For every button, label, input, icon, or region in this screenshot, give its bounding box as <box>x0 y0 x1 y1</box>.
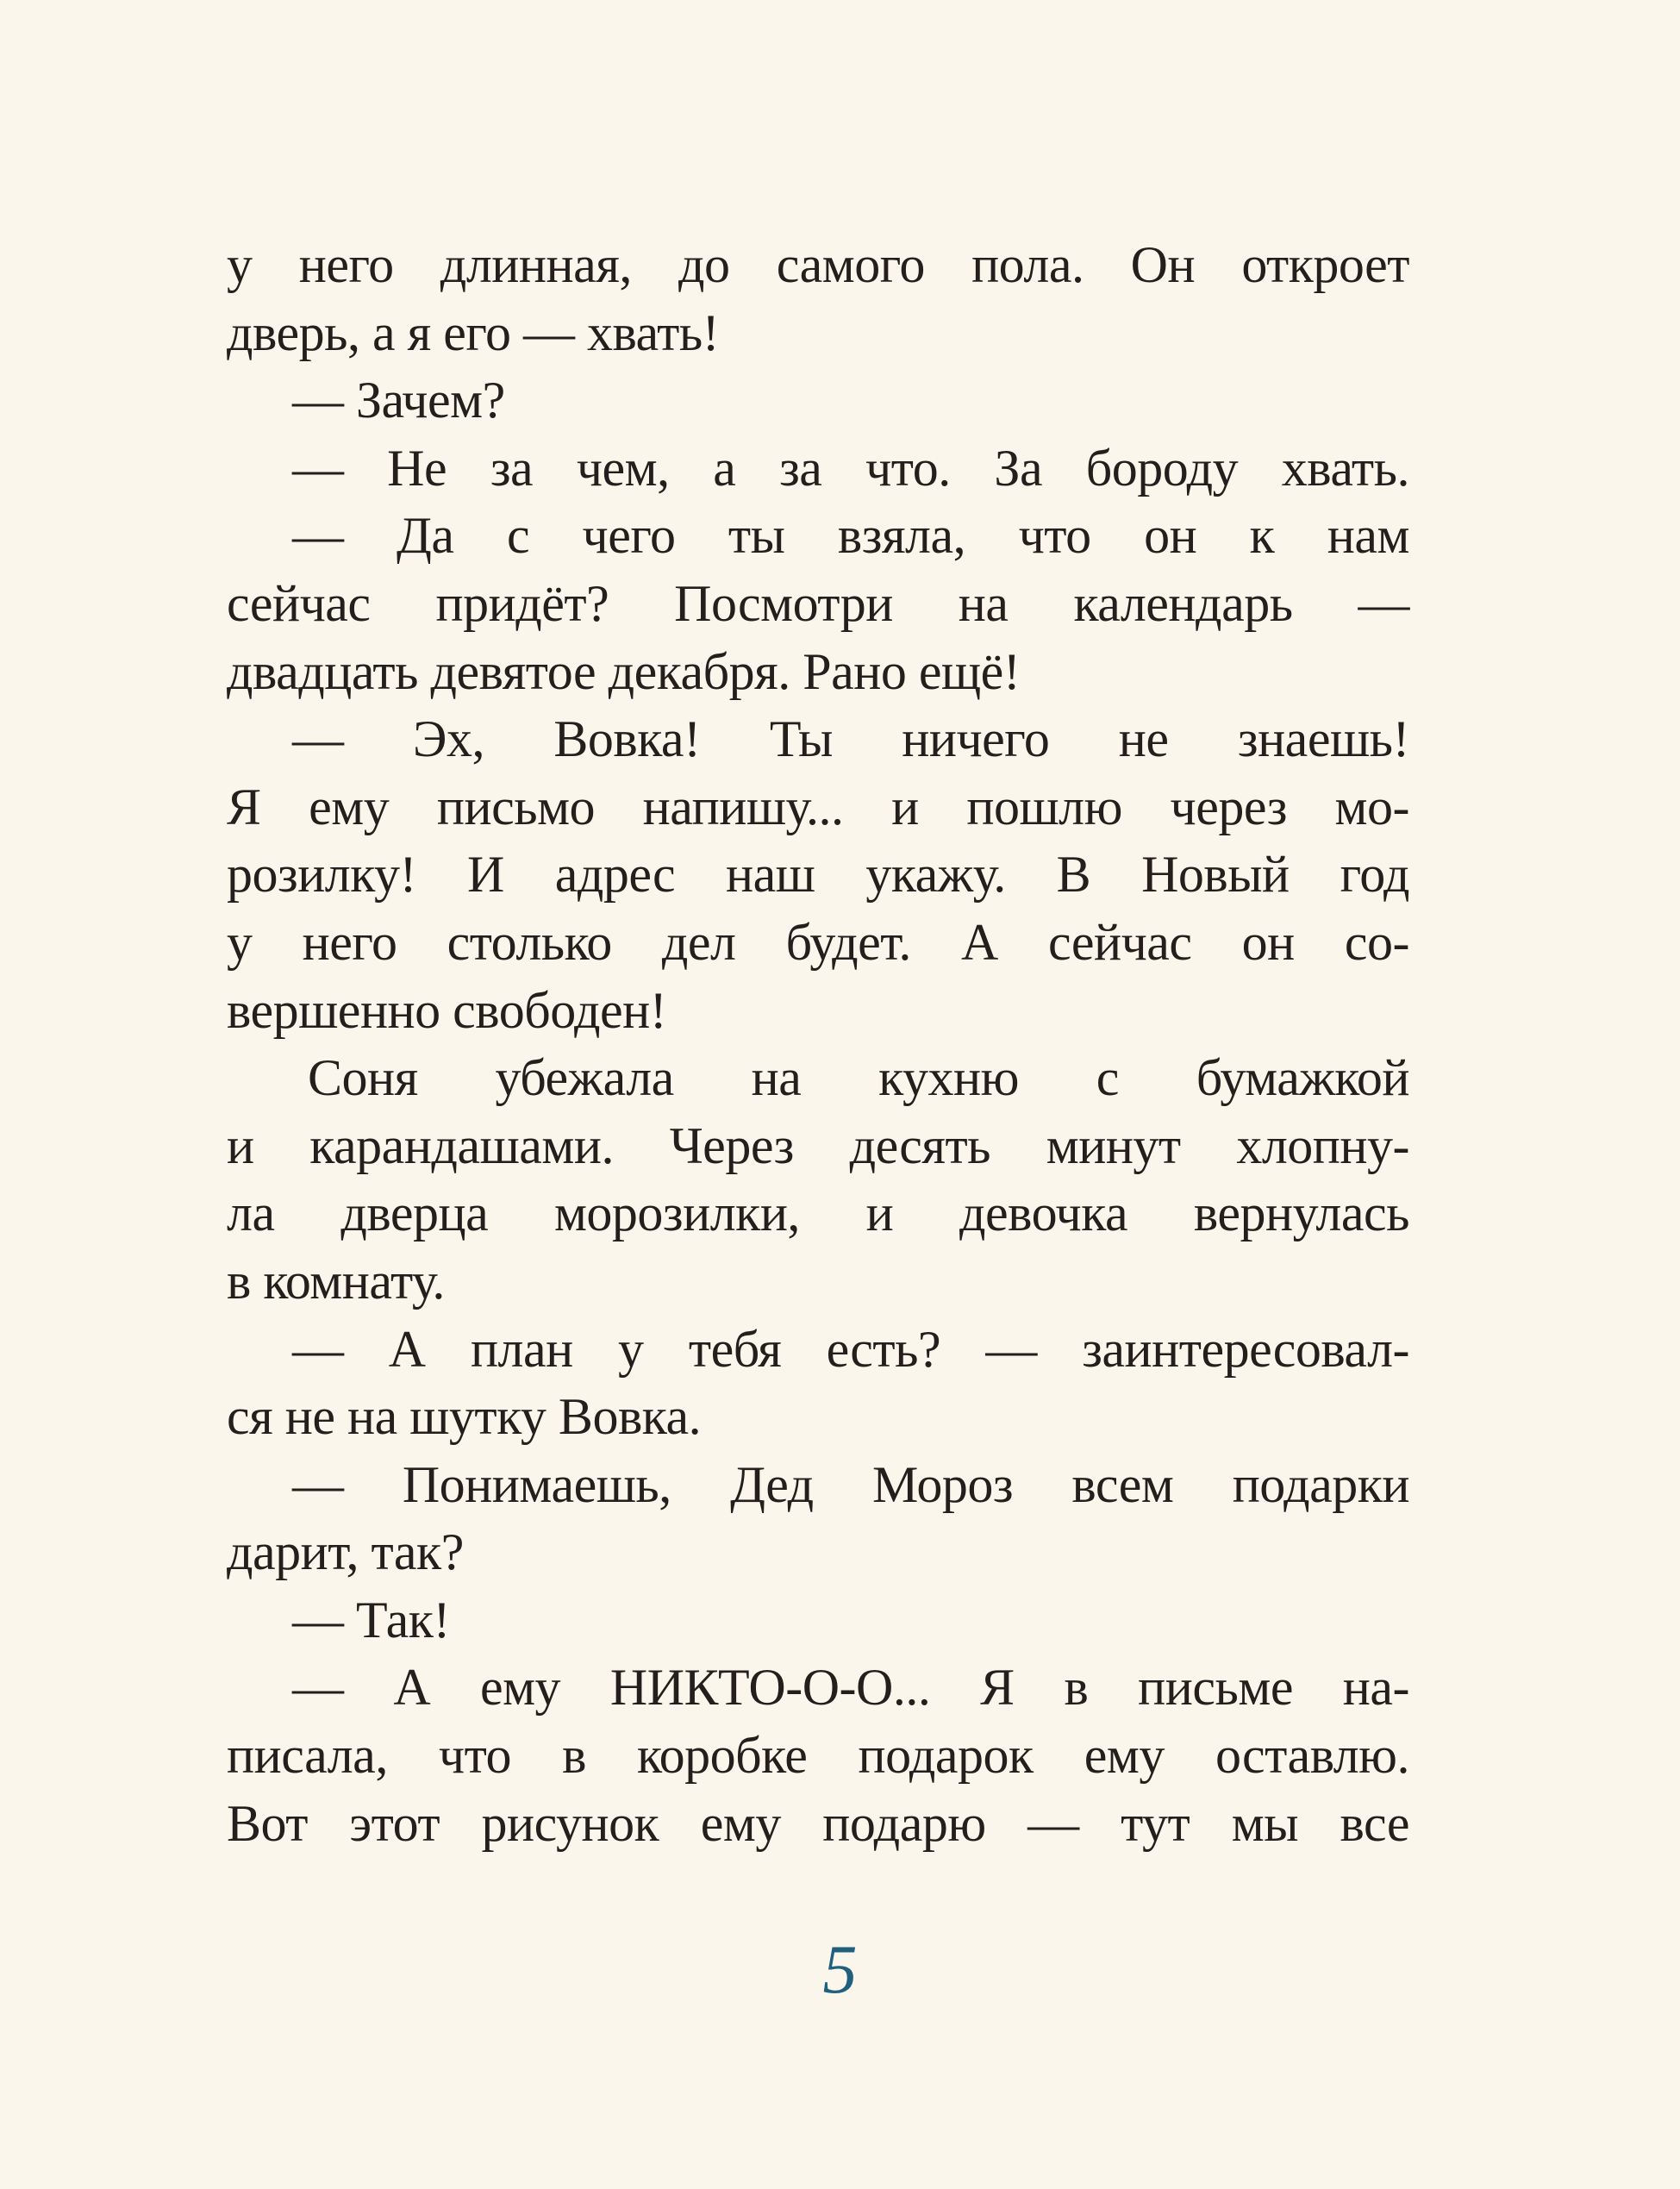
text-line: сейчас придёт? Посмотри на календарь — <box>227 574 1409 632</box>
text-line: — Да с чего ты взяла, что он к нам <box>292 507 1409 565</box>
text-line: — Эх, Вовка! Ты ничего не знаешь! <box>292 710 1409 768</box>
text-line: у него столько дел будет. А сейчас он со- <box>227 913 1409 971</box>
text-line: — А ему НИКТО-О-О... Я в письме на- <box>292 1659 1409 1717</box>
text-line: ла дверца морозилки, и девочка вернулась <box>227 1185 1409 1242</box>
text-line: двадцать девятое декабря. Рано ещё! <box>227 642 1021 700</box>
text-line: — Не за чем, а за что. За бороду хвать. <box>292 439 1409 497</box>
text-line: у него длинная, до самого пола. Он откроет <box>227 236 1409 293</box>
text-line: — А план у тебя есть? — заинтересовал- <box>292 1320 1409 1378</box>
text-line: дверь, а я его — хвать! <box>227 303 720 361</box>
text-line: — Понимаешь, Дед Мороз всем подарки <box>292 1455 1409 1513</box>
page-number: 5 <box>822 1932 858 2008</box>
text-line: вершенно свободен! <box>227 981 667 1039</box>
text-line: ся не на шутку Вовка. <box>227 1388 702 1446</box>
text-line: Я ему письмо напишу... и пошлю через мо- <box>227 778 1409 835</box>
text-line: и карандашами. Через десять минут хлопну- <box>227 1116 1409 1174</box>
text-block <box>227 231 1409 1857</box>
text-line: розилку! И адрес наш укажу. В Новый год <box>227 846 1409 904</box>
text-line: Соня убежала на кухню с бумажкой <box>308 1049 1409 1107</box>
text-line: — Так! <box>292 1591 450 1648</box>
text-line: писала, что в коробке подарок ему оставлю. <box>227 1727 1409 1785</box>
text-line: дарит, так? <box>227 1523 464 1581</box>
text-line: в комнату. <box>227 1252 445 1310</box>
text-line: — Зачем? <box>292 372 505 429</box>
text-line: Вот этот рисунок ему подарю — тут мы все <box>227 1794 1409 1852</box>
